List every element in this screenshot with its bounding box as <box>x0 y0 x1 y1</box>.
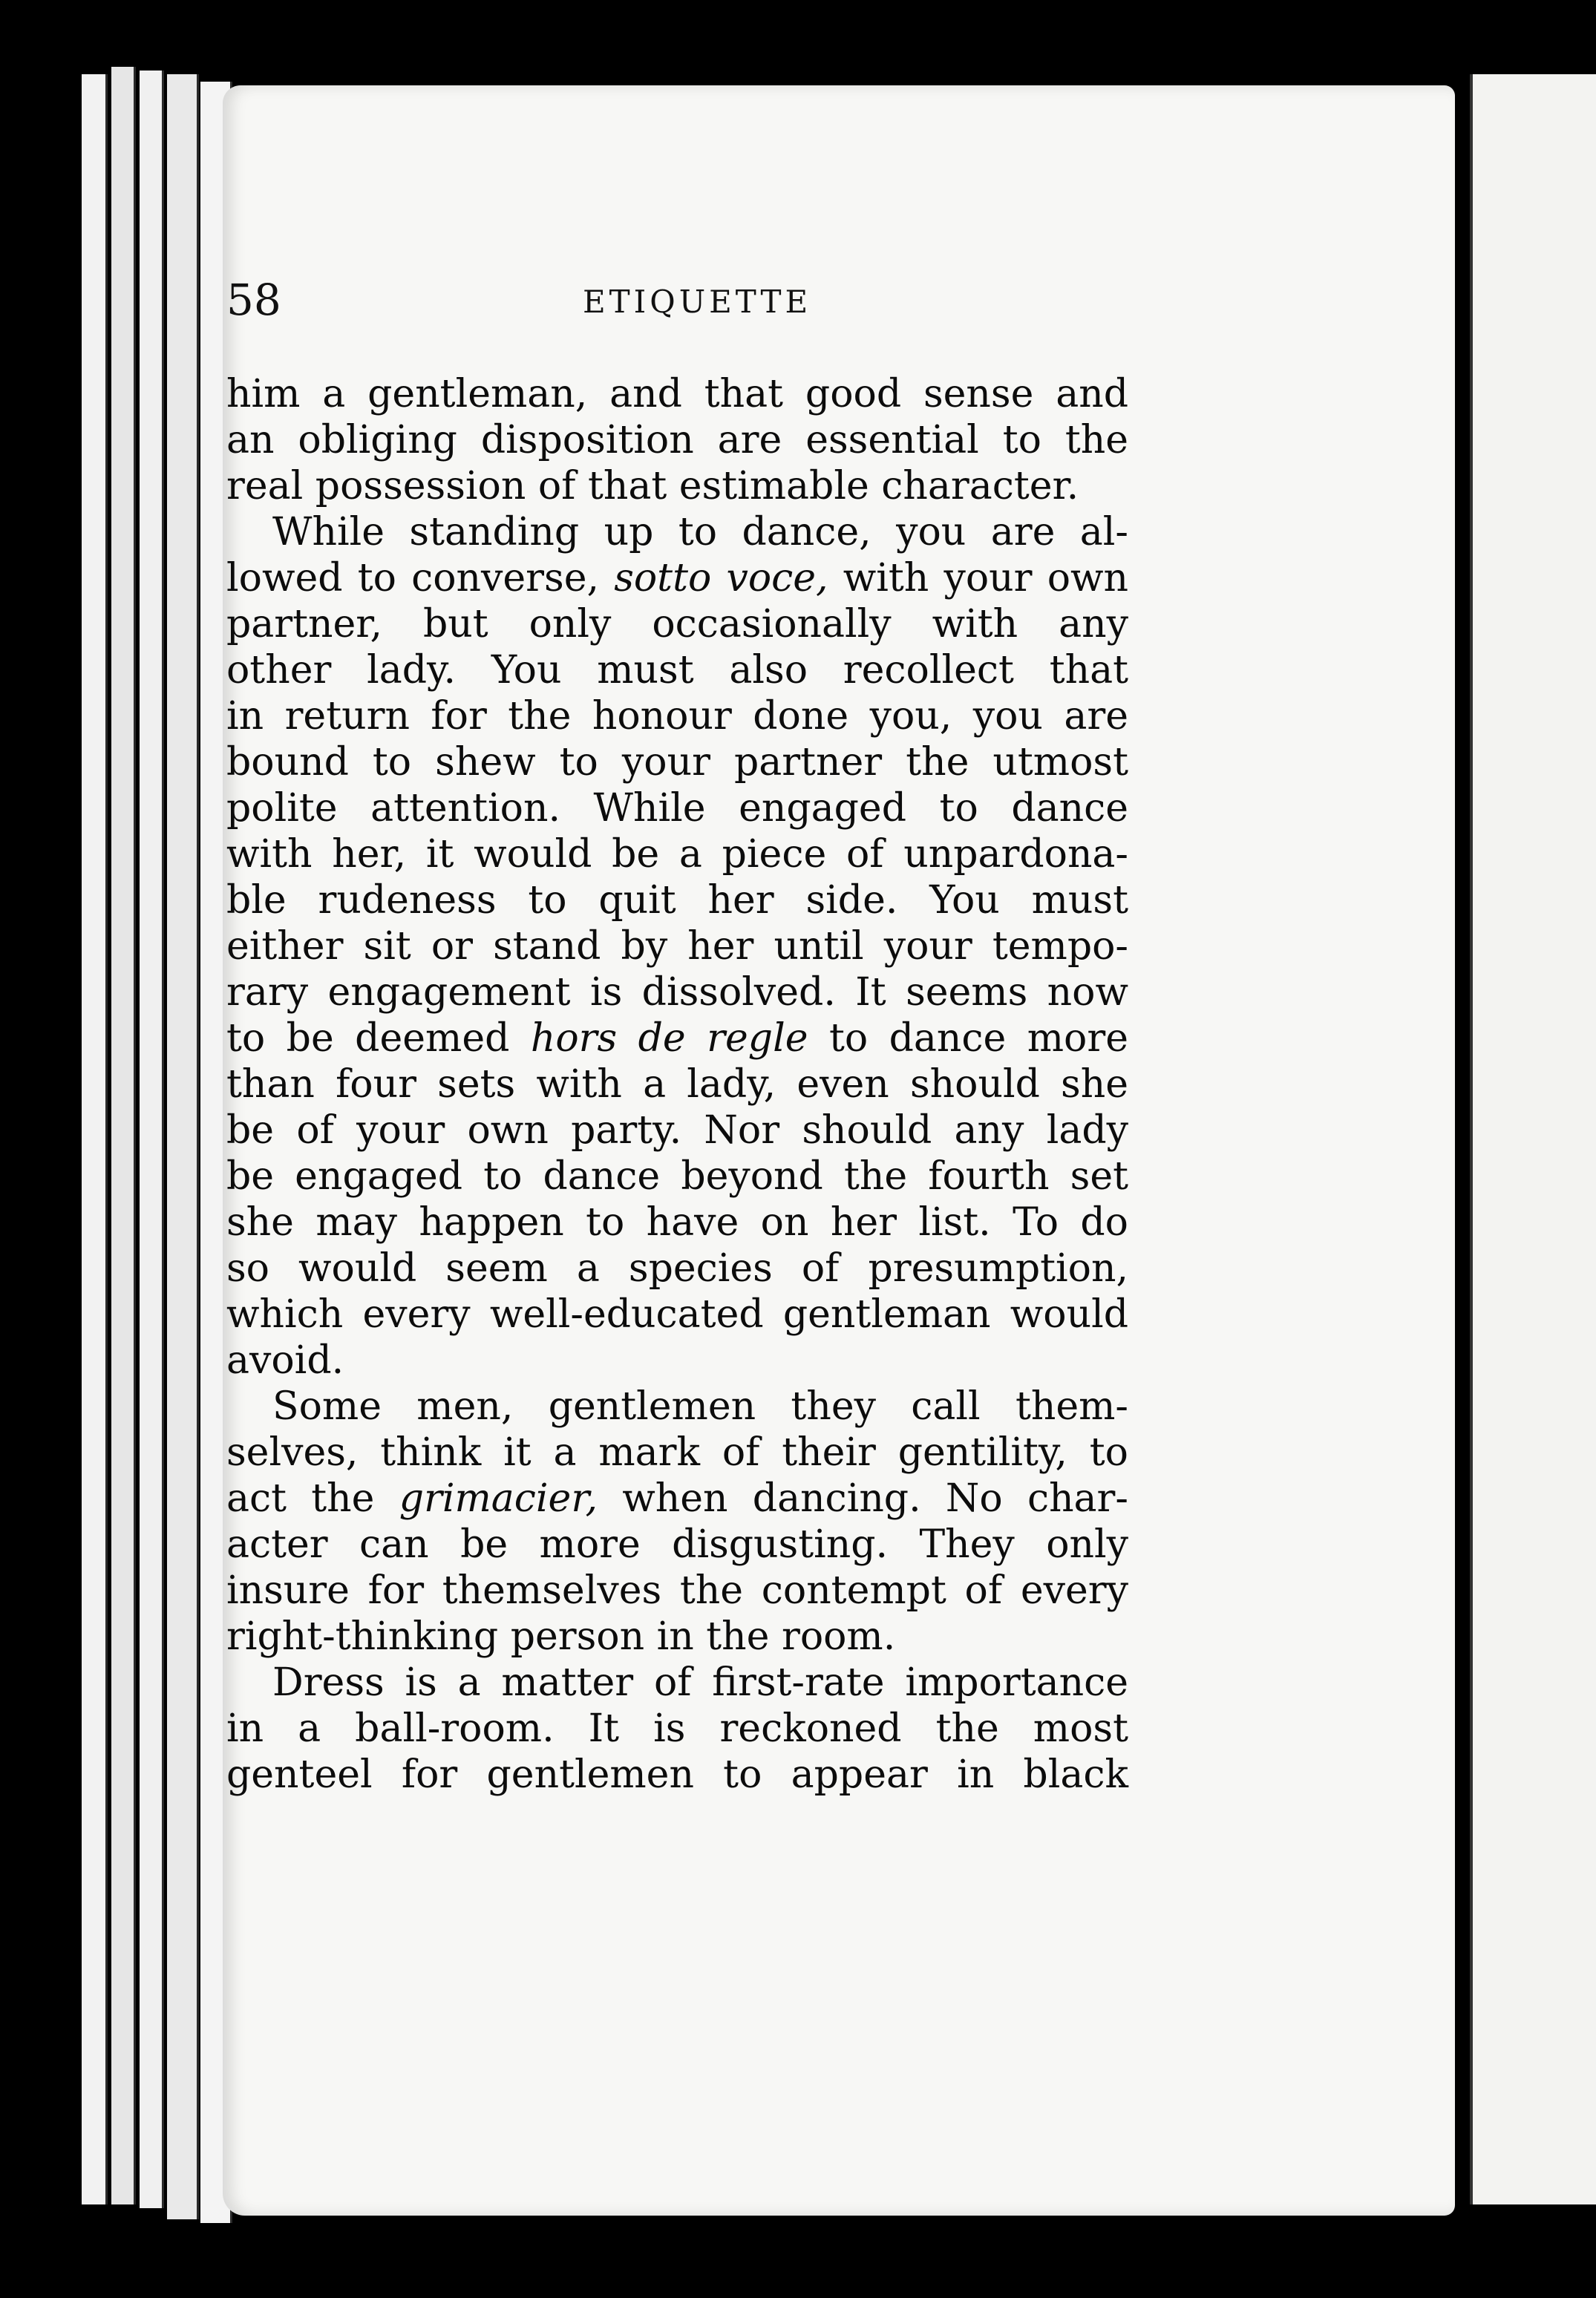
text-line: genteel for gentlemen to appear in black <box>226 1752 1128 1797</box>
text-line: ble rudeness to quit her side. You must <box>226 878 1128 923</box>
body-text <box>226 371 1128 1798</box>
page-number: 58 <box>226 275 281 325</box>
text-line: either sit or stand by her until your tempo- <box>226 924 1128 969</box>
text-line: avoid. <box>226 1338 344 1383</box>
text-line: bound to shew to your partner the utmost <box>226 740 1128 785</box>
text-line: in return for the honour done you, you are <box>226 694 1128 739</box>
text-line: Dress is a matter of first-rate importance <box>272 1660 1128 1705</box>
italic-text: grimacier, <box>399 1476 598 1521</box>
text-line: she may happen to have on her list. To do <box>226 1200 1128 1245</box>
italic-text: sotto voce, <box>614 556 828 600</box>
text-line: to be deemed hors de regle to dance more <box>226 1016 1128 1061</box>
page-edge <box>111 67 136 2204</box>
facing-page <box>1470 74 1596 2204</box>
text-line: in a ball-room. It is reckoned the most <box>226 1706 1128 1751</box>
text-line: him a gentleman, and that good sense and <box>226 372 1128 416</box>
text-line: with her, it would be a piece of unpardona- <box>226 832 1128 877</box>
running-head <box>226 275 1043 341</box>
text-line: be of your own party. Nor should any lady <box>226 1108 1128 1153</box>
text-line: act the grimacier, when dancing. No char- <box>226 1476 1128 1521</box>
text-line: be engaged to dance beyond the fourth set <box>226 1154 1128 1199</box>
text-line: selves, think it a mark of their gentility, to <box>226 1430 1128 1475</box>
text-line: so would seem a species of presumption, <box>226 1246 1128 1291</box>
text-line: than four sets with a lady, even should she <box>226 1062 1128 1107</box>
text-line: right-thinking person in the room. <box>226 1614 896 1659</box>
page-edge <box>167 74 199 2219</box>
text-line: insure for themselves the contempt of every <box>226 1568 1128 1613</box>
text-line: polite attention. While engaged to dance <box>226 786 1128 831</box>
page-edge <box>140 71 164 2208</box>
text-line: rary engagement is dissolved. It seems now <box>226 970 1128 1015</box>
text-line: partner, but only occasionally with any <box>226 602 1128 646</box>
text-line: acter can be more disgusting. They only <box>226 1522 1128 1567</box>
text-line: lowed to converse, sotto voce, with your own <box>226 556 1128 600</box>
text-line: real possession of that estimable character. <box>226 464 1079 508</box>
text-line: an obliging disposition are essential to the <box>226 418 1128 462</box>
text-line: Some men, gentlemen they call them- <box>272 1384 1128 1429</box>
text-line: While standing up to dance, you are al- <box>272 510 1128 554</box>
page-edge <box>82 74 108 2204</box>
running-title: ETIQUETTE <box>583 284 812 320</box>
text-line: which every well-educated gentleman would <box>226 1292 1128 1337</box>
text-line: other lady. You must also recollect that <box>226 648 1128 693</box>
italic-text: hors de regle <box>530 1016 808 1061</box>
